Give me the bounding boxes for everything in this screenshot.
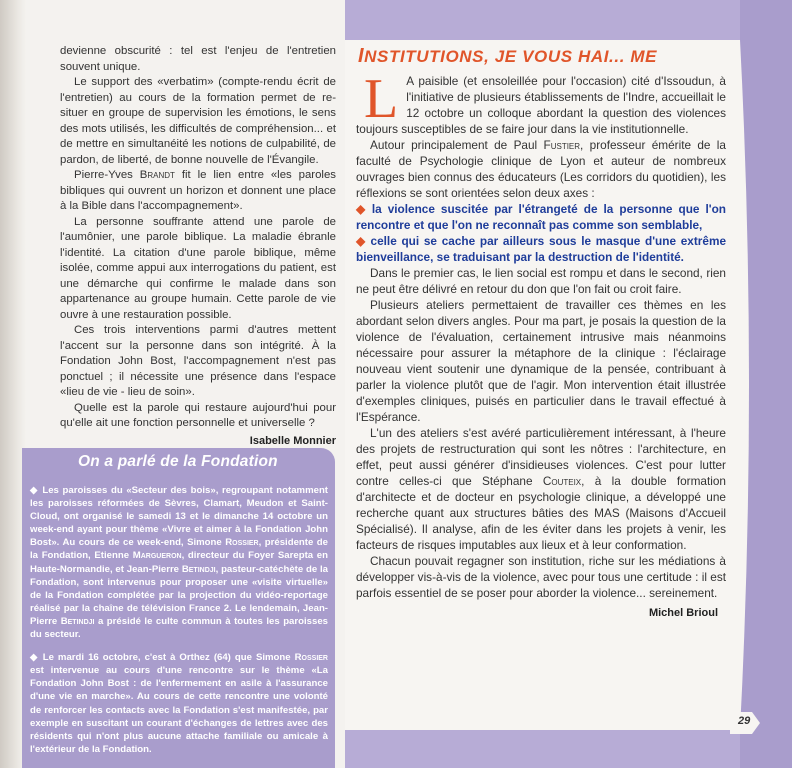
left-paragraph: Le support des «verbatim» (compte-rendu écrit de l'entretien) au cours de la formation permet de re-situer en groupe de supervision les émotions, le sens des mots utilisés, les difficultés de compréhension... et de mettre en simultanéité les notions de culpabilité, de pardon, de liberté, de bonne nouvelle de l'Évangile.	[60, 76, 336, 166]
text-span: Pierre-Yves	[74, 169, 140, 181]
box-text	[30, 484, 328, 766]
diamond-icon: ◆	[356, 234, 367, 248]
person-name: Margueron	[132, 550, 182, 562]
signature-left: Isabelle Monnier	[249, 434, 336, 447]
text-span: Le mardi 16 octobre, c'est à Orthez (64) que Simone	[42, 652, 295, 664]
text-span: a présidé le culte commun à toutes les paroisses du secteur.	[30, 615, 328, 641]
article-paragraph: Plusieurs ateliers permettaient de travailler ces thèmes en les abordant selon divers angles. Pour ma part, je posais la question de la violence de l'évaluation, certainement intrusive mais néanmoins nécessaire pour assurer la métaphore de la clinique : l'éclairage nouveau vient soutenir une dynamique de la pensée, contribuant à parler la violence plutôt que de l'agir. Mon intervention était illustrée d'exemples cliniques, puisés en particulier dans le travail effectué à l'Espérance.	[356, 298, 726, 424]
left-paragraph: La personne souffrante attend une parole de l'aumônier, une parole biblique. La maladie ébranle l'identité. La citation d'une parole biblique, même isolée, comme appui aux interrogations du patient, est une démarche qui confirme le malade dans son appartenance au groupe humain. Cette parole de vie ouvre à une restauration possible.	[60, 215, 336, 321]
left-paragraph: Ces trois interventions parmi d'autres mettent l'accent sur la personne dans son intégrité. À la Fondation John Bost, l'accompagnement n'est pas ponctuel ; il nécessite une présence dans l'espace «lieu de vie - lieu de soin».	[60, 324, 336, 398]
article	[356, 44, 726, 621]
left-column	[60, 44, 336, 449]
title-rest: NSTITUTIONS, JE VOUS HAI... ME	[364, 47, 658, 66]
article-paragraph: Dans le premier cas, le lien social est rompu et dans le second, rien ne peut être délivré en retour du don que l'on fait ou croit faire.	[356, 266, 726, 296]
bullet-text: la violence suscitée par l'étrangeté de la personne que l'on rencontre et que l'on ne reconnaît pas comme son semblable,	[356, 202, 726, 232]
text-span: , directeur du Foyer Sarepta en Haute-Normandie, et Jean-Pierre	[30, 550, 328, 575]
person-name: Rossier	[294, 652, 328, 664]
text-span: Les paroisses du «Secteur des bois», regroupant notamment les paroisses réformées de Sèvres, Clamart, Meudon et Saint-Cloud, ont organisé le samedi 13 et le dimanche 14 octobre un week-end ayant pour thème «Vivre et aimer à la Fondation John Bost». Au cours de ce week-end, Simone	[30, 485, 328, 549]
diamond-icon: ◆	[30, 652, 39, 664]
person-name: Fustier	[543, 138, 581, 152]
news-item	[30, 484, 328, 641]
article-paragraph	[356, 425, 726, 553]
news-item	[30, 651, 328, 756]
box-title: On a parlé de la Fondation	[78, 453, 278, 470]
article-paragraph	[356, 137, 726, 201]
text-span: , pasteur-catéchète de la Fondation, sont intervenus pour proposer une «visite virtuelle» de la Fondation complétée par la projection du vidéo-reportage réalisé par la chaîne de télévision France 2. Le lendemain, Jean-Pierre	[30, 563, 328, 627]
text-span: , présidente de la Fondation, Etienne	[30, 537, 328, 562]
text-span: est intervenue au cours d'une rencontre sur le thème «La Fondation John Bost : de l'enfermement en asile à l'assurance d'une vie en marche». Au cours de cette rencontre une volonté de renforcer les contacts avec la Fondation s'est manifestée, par exemple en suscitant un courant d'échanges de lettres avec des résidents qui n'ont plus aucune attache familiale ou amicale à l'extérieur de la Fondation.	[30, 665, 328, 755]
text-span: , à la double formation d'architecte et de docteur en psychologie clinique, a développé une recherche quant aux structures bâties des MAS (Maisons d'Accueil Spécialisé). Il analyse, afin de les éviter dans les projets à venir, les facteurs de risques imputables aux lieux et à leur conformation.	[356, 474, 726, 552]
person-name: Couteix	[542, 474, 582, 488]
diamond-icon: ◆	[356, 202, 368, 216]
panel-curve	[740, 40, 758, 730]
text-span: Autour principalement de Paul	[370, 138, 544, 152]
article-bullet	[356, 233, 726, 265]
text-span: fit le lien entre «les paroles bibliques qui ouvrent un horizon et donnent une place à la Bible dans l'accompagnement».	[60, 169, 336, 212]
person-name: Betindji	[181, 563, 216, 575]
person-name: Betindji	[60, 615, 95, 627]
left-paragraph: Quelle est la parole qui restaure aujourd'hui pour qu'elle ait une fonction personnelle et universelle ?	[60, 401, 336, 429]
person-name: Brandt	[139, 169, 175, 181]
article-paragraph: Chacun pouvait regagner son institution, riche sur les médiations à développer vis-à-vis de la violence, avec pour tous une certitude : il est parfois essentiel de se poser pour aborder la violence... sereinement.	[356, 554, 726, 600]
dropcap: L	[364, 68, 399, 130]
signature-right: Michel Brioul	[648, 607, 718, 619]
article-bullet	[356, 201, 726, 233]
left-paragraph: devienne obscurité : tel est l'enjeu de l'entretien souvent unique.	[60, 45, 336, 73]
person-name: Rossier	[225, 537, 259, 549]
bullet-text: celle qui se cache par ailleurs sous le masque d'une extrême bienveillance, se traduisant par la destruction de l'identité.	[356, 234, 726, 264]
page-number: 29	[738, 715, 751, 727]
title-capital: I	[358, 45, 365, 67]
article-title	[358, 45, 726, 67]
left-paragraph	[60, 168, 336, 215]
article-paragraph: A paisible (et ensoleillée pour l'occasion) cité d'Issoudun, à l'initiative de plusieurs établissements de l'Indre, accueillait le 12 octobre un colloque abordant la question des violences toujours susceptibles de se faire jour dans la vie institutionnelle.	[356, 74, 726, 136]
text-span: , professeur émérite de la faculté de Psychologie clinique de Lyon et auteur de nombreux ouvrages bien connus des éducateurs (Les corridors du quotidien), les réflexions se sont orientées selon deux axes :	[356, 138, 726, 200]
diamond-icon: ◆	[30, 485, 39, 496]
text-span: L'un des ateliers s'est avéré particulièrement intéressant, à l'heure des projets de restructuration qui sont les nôtres : l'architecture, en effet, peut aussi générer d'insidieuses violences. C'est pour lutter contre celles-ci que Stéphane	[356, 426, 726, 488]
